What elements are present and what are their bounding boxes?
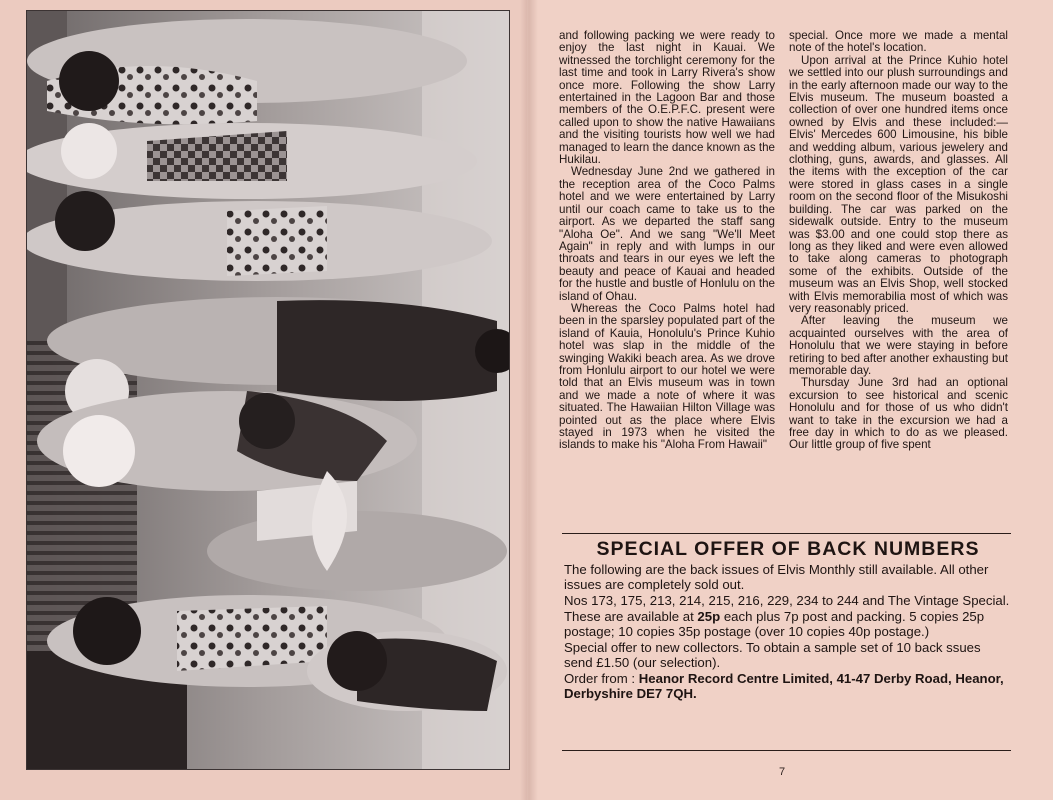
offer-title: SPECIAL OFFER OF BACK NUMBERS	[596, 538, 980, 560]
offer-issues: Nos 173, 175, 213, 214, 215, 216, 229, 234 to 244 and The Vintage Special.	[564, 593, 1010, 608]
offer-price	[564, 609, 1012, 639]
offer-intro: The following are the back issues of Elvis Monthly still available. All other issues are completely sold out.	[564, 562, 989, 592]
page-number: 7	[779, 766, 786, 778]
offer-price-prefix: These are available at	[564, 609, 698, 624]
article-paragraph: Upon arrival at the Prince Kuhio hotel we settled into our plush surroundings and in the early afternoon made our way to the Elvis museum. The museum boasted a collection of over one hundred items once owned by Elvis and these included:— Elvis' Mercedes 600 Limousine, his bible and wedding album, various jewelery and clothing, guns, awards, and glasses. All the items with the exception of the car were stored in glass cases in a single room on the second floor of the Misukoshi building. The car was parked on the sidewalk outside. Entry to the museum was $3.00 and one could stop there as long as they liked and were even allowed to take along cameras to photograph some of the exhibits. Outside of the museum was an Elvis Shop, well stocked with Elvis memorabilia most of which was very reasonably priced.	[789, 53, 1008, 315]
article-paragraph: special. Once more we made a mental note of the hotel's location.	[789, 29, 1008, 55]
article-column-right	[789, 30, 1008, 452]
offer-price-suffix: each plus 7p post and packing. 5 copies 25p postage; 10 copies 35p postage (over 10 copies 40p postage.)	[564, 609, 985, 639]
beach-group-photo	[26, 10, 510, 770]
offer-new-collectors: Special offer to new collectors. To obtain a sample set of 10 back ssues send £1.50 (our selection).	[564, 640, 981, 670]
article-paragraph: Thursday June 3rd had an optional excursion to see historical and scenic Honolulu and for those of us who didn't want to take in the excursion we had a free day in which to do as we pleased. Our little group of five spent	[789, 376, 1008, 452]
article-paragraph: Wednesday June 2nd we gathered in the reception area of the Coco Palms hotel and we were entertained by Larry until our coach came to take us to the airport. As we departed the staff sang "Aloha Oe". And we sang "We'll Meet Again" in reply and with lumps in our throats and tears in our eyes we left the beauty and peace of Kauai and headed for the hustle and bustle of Honlulu on the island of Ohau.	[559, 165, 775, 303]
article-paragraph: After leaving the museum we acquainted ourselves with the area of Honolulu that we were staying in before retiring to bed after another exhausting but memorable day.	[789, 314, 1008, 377]
offer-order-label: Order from :	[564, 671, 639, 686]
back-numbers-offer	[564, 538, 1012, 702]
offer-order-address: Heanor Record Centre Limited, 41-47 Derby Road, Heanor, Derbyshire DE7 7QH.	[564, 671, 1004, 701]
offer-top-rule	[562, 533, 1011, 534]
offer-price-value: 25p	[697, 609, 721, 624]
article-column-left	[559, 30, 775, 452]
offer-bottom-rule	[562, 750, 1011, 751]
page-gutter	[520, 0, 538, 800]
article-paragraph: Whereas the Coco Palms hotel had been in the sparsley populated part of the island of Kauia, Honolulu's Prince Kuhio hotel was slap in the middle of the swinging Wakiki beach area. As we drove from Honlulu airport to our hotel we were told that an Elvis museum was in town and we made a note of where it was situated. The Hawaiian Hilton Village was pointed out as the place where Elvis stayed in 1973 when he visited the islands to make his "Aloha From Hawaii"	[559, 301, 775, 452]
article-paragraph: and following packing we were ready to enjoy the last night in Kauai. We witnessed the torchlight ceremony for the last time and took in Larry Rivera's show once more. Following the show Larry entertained in the Lagoon Bar and those members of the O.E.P.F.C. present were called upon to show the native Hawaiians and the visiting tourists how well we had managed to learn the dance known as the Hukilau.	[559, 29, 775, 167]
offer-order	[564, 671, 1012, 701]
